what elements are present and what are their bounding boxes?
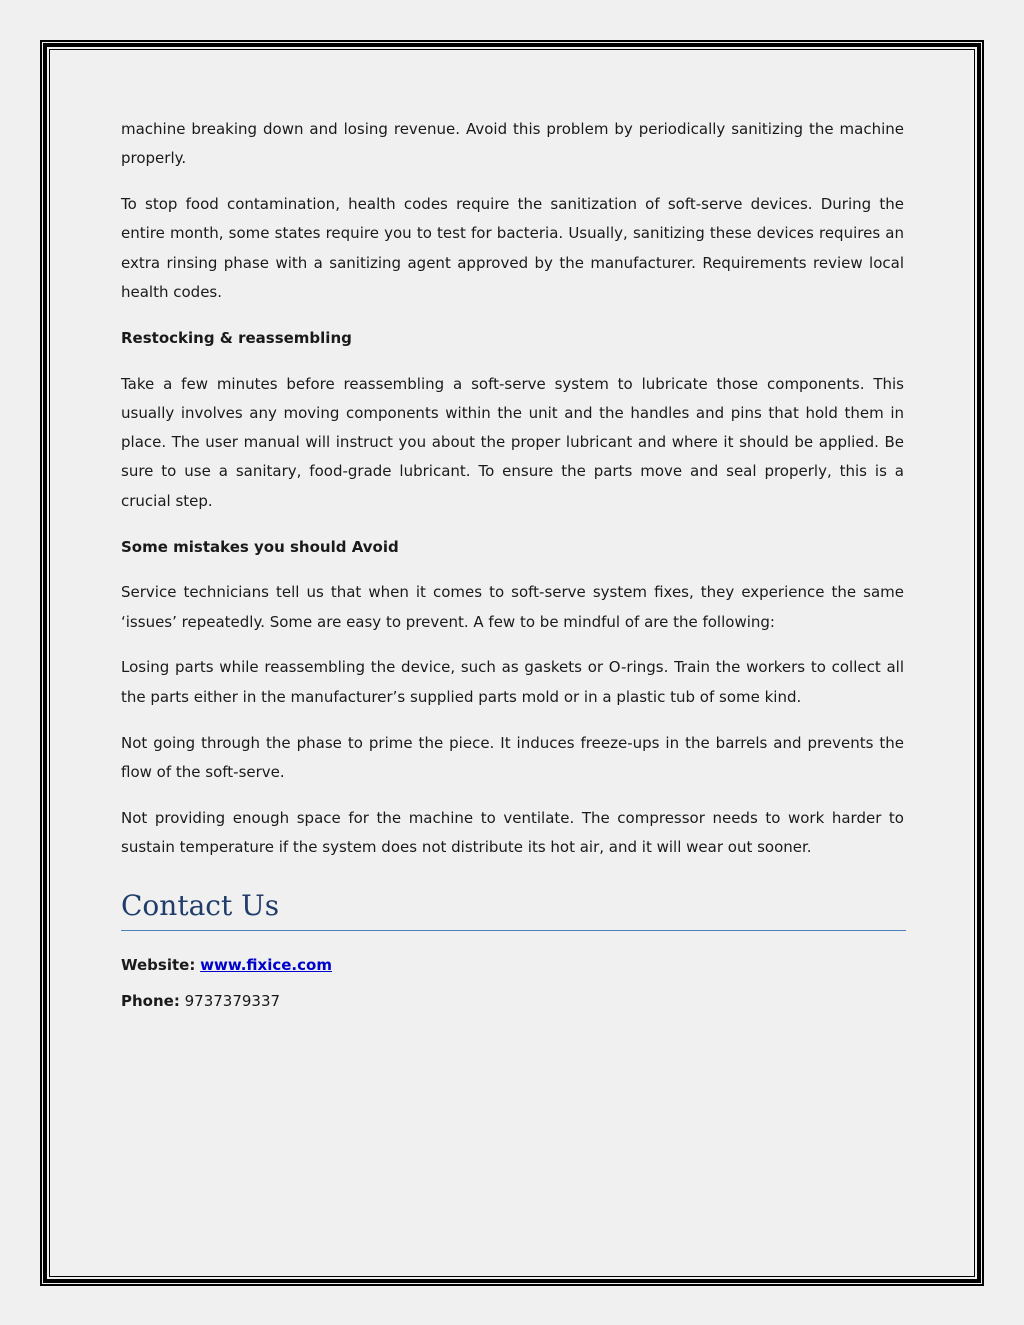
website-label: Website: bbox=[121, 956, 196, 975]
paragraph: Take a few minutes before reassembling a soft-serve system to lubricate those components. This usually involves any moving components within the unit and the handles and pins that hold them in place. The user manual will instruct you about the proper lubricant and where it should be applied. Be sure to use a sanitary, food-grade lubricant. To ensure the parts move and seal properly, this is a crucial step. bbox=[121, 374, 904, 510]
phone-value: 9737379337 bbox=[184, 992, 281, 1011]
website-line bbox=[121, 947, 904, 983]
section-heading-restocking: Restocking & reassembling bbox=[121, 328, 352, 347]
phone-line bbox=[121, 983, 904, 1019]
website-link[interactable]: www.fixice.com bbox=[200, 956, 332, 975]
paragraph: Not going through the phase to prime the piece. It induces freeze-ups in the barrels and prevents the flow of the soft-serve. bbox=[121, 733, 904, 781]
contact-heading: Contact Us bbox=[121, 888, 906, 931]
paragraph: To stop food contamination, health codes require the sanitization of soft-serve devices. During the entire month, some states require you to test for bacteria. Usually, sanitizing these devices requires an extra rinsing phase with a sanitizing agent approved by the manufacturer. Requirements review local health codes. bbox=[121, 195, 904, 301]
paragraph: Service technicians tell us that when it comes to soft-serve system fixes, they experience the same ‘issues’ repeatedly. Some are easy to prevent. A few to be mindful of are the following: bbox=[121, 583, 904, 631]
section-heading-mistakes: Some mistakes you should Avoid bbox=[121, 537, 399, 556]
paragraph: Losing parts while reassembling the device, such as gaskets or O-rings. Train the workers to collect all the parts either in the manufacturer’s supplied parts mold or in a plastic tub of some kind. bbox=[121, 658, 904, 706]
phone-label: Phone: bbox=[121, 992, 180, 1011]
paragraph: machine breaking down and losing revenue. Avoid this problem by periodically sanitizing the machine properly. bbox=[121, 120, 904, 168]
paragraph: Not providing enough space for the machine to ventilate. The compressor needs to work harder to sustain temperature if the system does not distribute its hot air, and it will wear out sooner. bbox=[121, 808, 904, 856]
document-body bbox=[121, 115, 904, 1019]
